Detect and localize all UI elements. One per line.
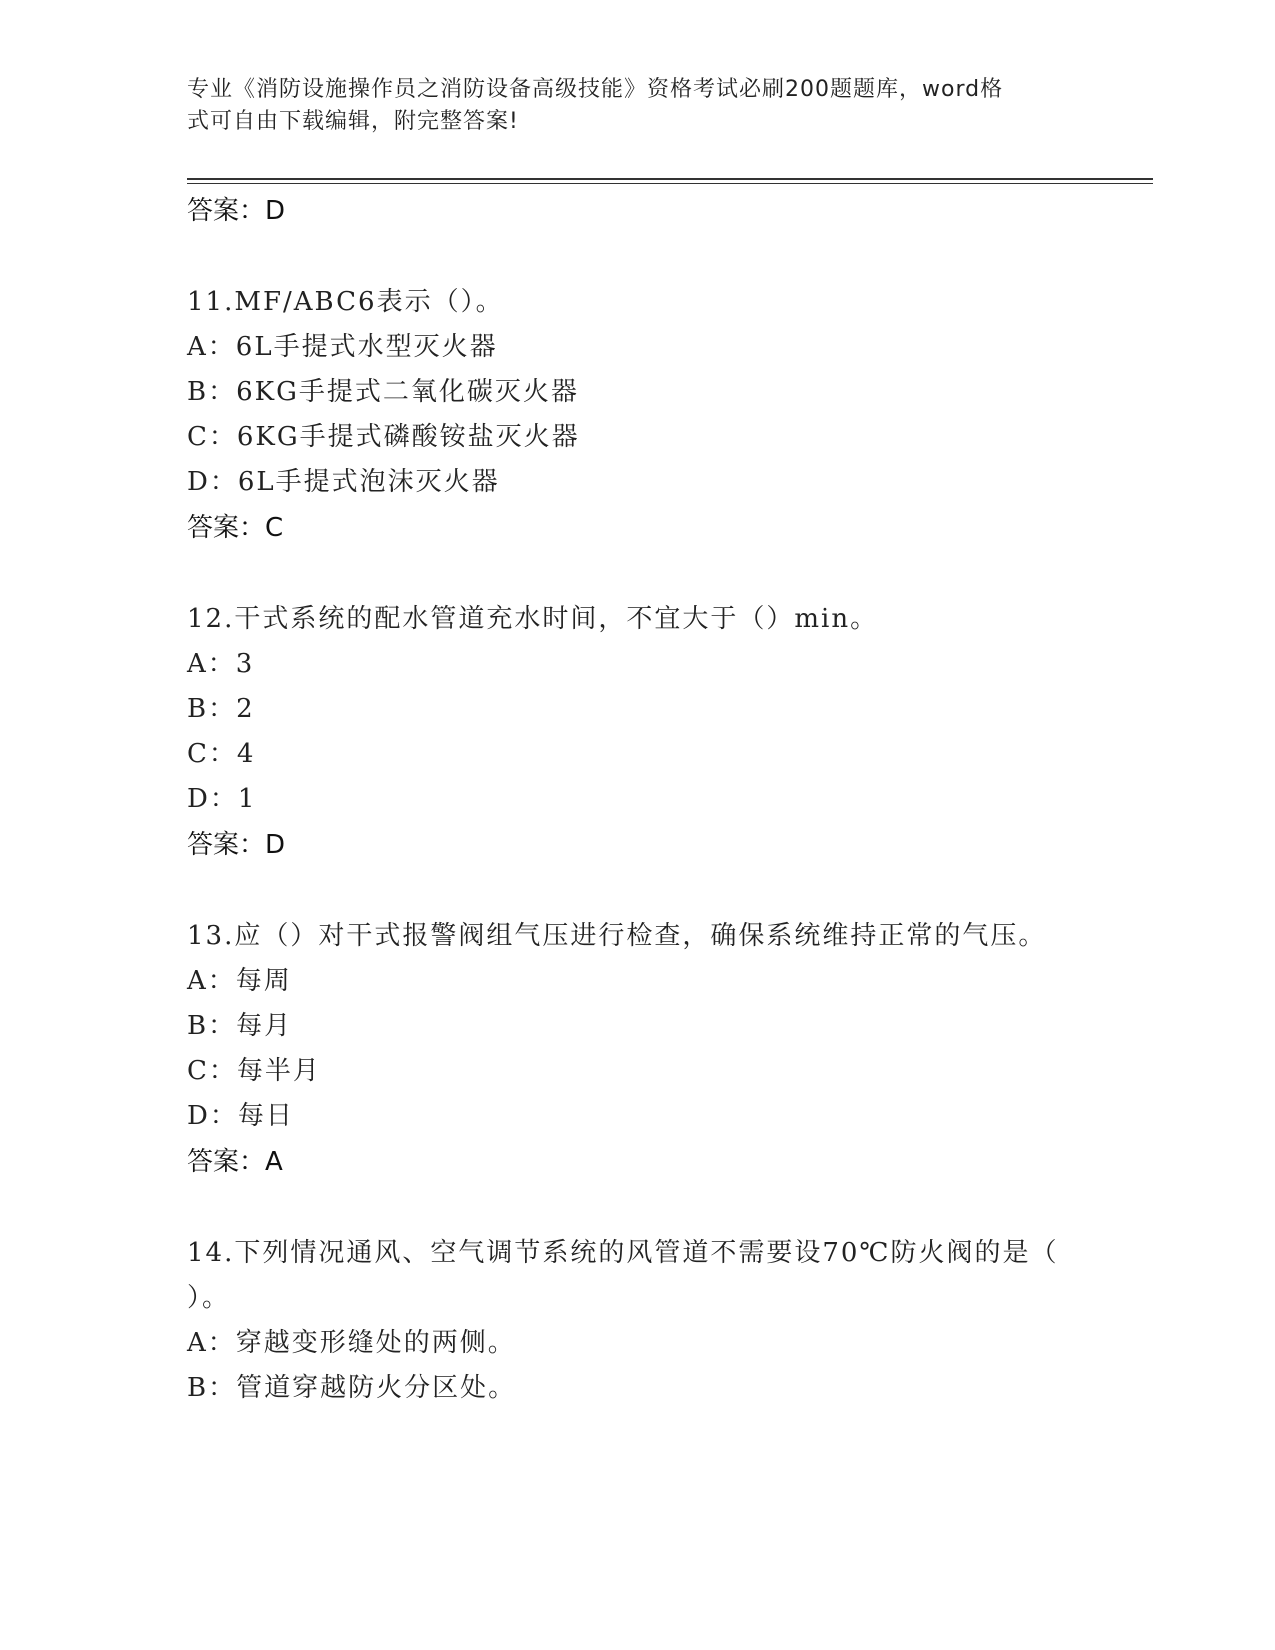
option-d: D：1 (187, 784, 257, 814)
question-13 (187, 914, 1087, 1185)
document-body (187, 188, 1087, 1411)
question-text: 13.应（）对干式报警阀组气压进行检查，确保系统维持正常的气压。 (187, 921, 1047, 951)
question-11 (187, 280, 1087, 551)
option-a: A：穿越变形缝处的两侧。 (187, 1328, 516, 1358)
option-d: D：6L手提式泡沫灭火器 (187, 467, 500, 497)
answer-line: 答案：D (187, 196, 286, 226)
question-text-line-2: ）。 (187, 1283, 231, 1313)
header-line-1: 专业《消防设施操作员之消防设备高级技能》资格考试必刷200题题库，word格 (187, 77, 1004, 102)
option-c: C：4 (187, 739, 256, 769)
header-divider (187, 178, 1153, 180)
option-b: B：管道穿越防火分区处。 (187, 1373, 517, 1403)
option-c: C：每半月 (187, 1056, 321, 1086)
header-divider-thin (187, 183, 1153, 184)
option-a: A：3 (187, 649, 255, 679)
option-c: C：6KG手提式磷酸铵盐灭火器 (187, 422, 580, 452)
option-a: A：6L手提式水型灭火器 (187, 332, 498, 362)
option-b: B：6KG手提式二氧化碳灭火器 (187, 377, 579, 407)
option-b: B：每月 (187, 1011, 293, 1041)
answer-line: 答案：A (187, 1147, 283, 1177)
question-14 (187, 1231, 1087, 1411)
answer-line: 答案：D (187, 830, 286, 860)
option-a: A：每周 (187, 966, 292, 996)
question-text: 12.干式系统的配水管道充水时间，不宜大于（）min。 (187, 604, 879, 634)
answer-line: 答案：C (187, 513, 284, 543)
document-header (187, 74, 1067, 138)
header-line-2: 式可自由下载编辑，附完整答案! (187, 109, 519, 134)
option-b: B：2 (187, 694, 255, 724)
question-12 (187, 597, 1087, 868)
question-text: 11.MF/ABC6表示（）。 (187, 287, 504, 317)
option-d: D：每日 (187, 1101, 294, 1131)
question-text-line-1: 14.下列情况通风、空气调节系统的风管道不需要设70℃防火阀的是（ (187, 1238, 1059, 1268)
